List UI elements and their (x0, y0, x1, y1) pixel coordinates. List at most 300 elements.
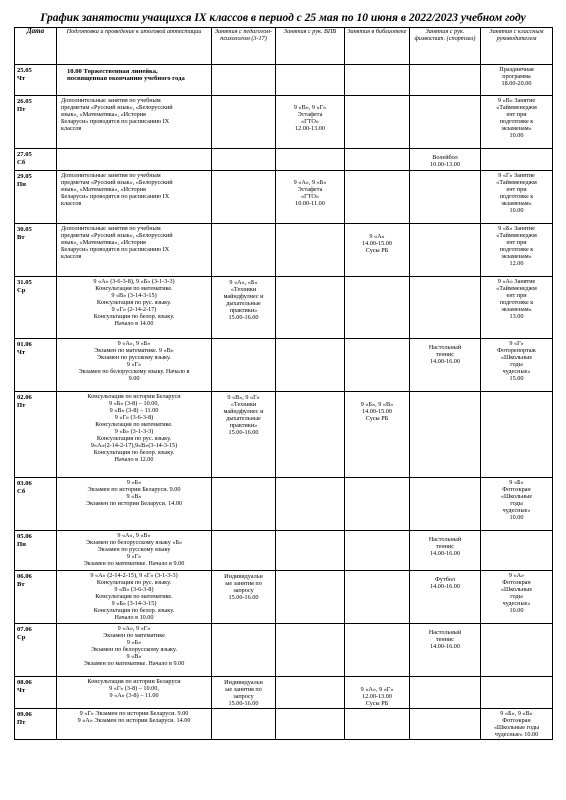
cell-text-line: Экзамен по математике. Начало в 9.00 (83, 660, 185, 668)
date-cell (15, 96, 57, 149)
date-cell (15, 478, 57, 531)
cell-text-line: 9 «А» (3-8) – 11.00 (109, 692, 159, 700)
cell-text-line: Беларуси» проводятся по расписанию IX (61, 246, 170, 254)
cell-text-line: Консультация по истории Беларуси (87, 678, 181, 685)
cell-text-line: Экзамен по белорусскому языку. (91, 646, 177, 654)
table-row (15, 149, 553, 171)
cell-text-line: Экзамен по русскому языку (97, 546, 171, 554)
attestation-cell (57, 277, 212, 339)
date-value: 27.05 (17, 151, 32, 158)
cell-text-line: 9 «А» (508, 572, 525, 579)
cell-text-line: дыхательные (226, 415, 261, 423)
cell-text-line: Беларуси» проводятся по расписанию IX (61, 118, 170, 126)
cell-text-line: 9 «Г» (3-6-3-8) (114, 414, 154, 422)
cell-text-line: подготовке к (499, 193, 534, 201)
cell-text-line: 14.00-16.00 (430, 583, 460, 591)
weekday-value: Сб (17, 159, 26, 166)
psychologist-cell (212, 571, 276, 624)
cell-text-line: майндфулнес и (223, 293, 264, 301)
cell-text-line: 9 «А», 9 «В» (117, 532, 151, 539)
library-cell (345, 277, 410, 339)
library-cell (345, 339, 410, 392)
cell-text-line: чудесные» (502, 368, 531, 376)
attestation-cell (57, 677, 212, 709)
class-teacher-cell (481, 392, 553, 478)
cell-text-line: 9 «А», 9 «Г» (117, 625, 151, 632)
class-teacher-cell (481, 624, 553, 677)
cell-text-line: 15.00-16.00 (228, 700, 259, 708)
cell-text-line: «Таймменеджм (496, 104, 537, 112)
cell-text-line: ент при (506, 239, 527, 247)
cell-text-line: 9 «А» (2-14-2-15), 9 «Г» (3-1-3-3) (90, 572, 178, 579)
weekday-value: Чт (17, 349, 26, 356)
class-teacher-cell (481, 478, 553, 531)
header-psychologist: Занятия с педагогом-психологом (3-17) (212, 28, 276, 65)
date-value: 06.06 (17, 573, 32, 580)
vpv-cell (276, 277, 345, 339)
class-teacher-cell (481, 96, 553, 149)
cell-text-line: Сусы РБ (365, 247, 389, 255)
cell-text-line: 9 «В» Занятие (497, 97, 536, 104)
table-row (15, 339, 553, 392)
vpv-cell (276, 677, 345, 709)
class-teacher-cell (481, 277, 553, 339)
cell-text-line: Начало в 12.00 (114, 456, 154, 464)
cell-text-line: Настольный (428, 536, 462, 543)
cell-text-line: 9 «Г» (126, 553, 142, 561)
table-row (15, 709, 553, 740)
psychologist-cell (212, 65, 276, 96)
vpv-cell (276, 709, 345, 740)
cell-text-line: Начало в 14.00 (114, 320, 154, 328)
date-value: 25.05 (17, 67, 32, 74)
cell-text-line: 9 «В», 9 «Г» (227, 394, 260, 401)
cell-text-line: 9 «Б», 9 «В» (500, 710, 533, 717)
cell-text-line: Волейбол (432, 154, 458, 161)
cell-text-line: теннис (435, 636, 455, 644)
library-cell (345, 149, 410, 171)
table-row (15, 96, 553, 149)
cell-text-line: экзаменам» (501, 200, 532, 208)
attestation-cell (57, 531, 212, 571)
cell-text-line: 9 «А», 9 «Б» (117, 340, 151, 347)
cell-text-line: ые занятия по (225, 580, 262, 588)
schedule-body (15, 65, 553, 740)
cell-text-line: 9 «В» (126, 653, 142, 661)
cell-text-line: язык», «Математика», «История (61, 111, 146, 119)
cell-text-line: 9 «Б» (3-8) – 10.00, (109, 400, 159, 408)
cell-text-line: 9 «Г» Экзамен по истории Беларуси. 9.00 (79, 710, 189, 717)
cell-text-line: Дополнительные занятия по учебным (61, 225, 161, 232)
cell-text-line: подготовке к (499, 118, 534, 126)
date-cell (15, 224, 57, 277)
attestation-cell (57, 339, 212, 392)
cell-text-line: 10.00-13.00 (430, 161, 460, 169)
cell-text-line: 14.00-16.00 (430, 643, 460, 651)
vpv-cell (276, 531, 345, 571)
sport-cell (410, 149, 481, 171)
cell-text-line: Начало в 10.00 (114, 614, 154, 622)
cell-text-line: 9 «Б» (509, 479, 524, 486)
cell-text-line: 14.00-15.00 (362, 408, 392, 416)
cell-text-line: предметам «Русский язык», «Белорусский (61, 104, 173, 112)
attestation-cell (57, 624, 212, 677)
cell-text-line: Экзамен по математике. Начало в 9.00 (83, 560, 185, 568)
library-cell (345, 624, 410, 677)
cell-text-line: классов (61, 200, 82, 208)
cell-text-line: экзаменам» (501, 253, 532, 261)
vpv-cell (276, 339, 345, 392)
cell-text-line: подготовке к (499, 299, 534, 307)
cell-text-line: Фотоэкран (502, 486, 531, 494)
psychologist-cell (212, 224, 276, 277)
cell-text-line: 9«А»(2-14-2-17),9«В»(3-14-3-15) (90, 442, 178, 450)
header-row (15, 28, 553, 65)
cell-text-line: 9 «В» (126, 493, 142, 501)
weekday-value: Пн (17, 181, 26, 188)
date-cell (15, 571, 57, 624)
class-teacher-cell (481, 149, 553, 171)
sport-cell (410, 96, 481, 149)
date-value: 08.06 (17, 679, 32, 686)
cell-text-line: Дополнительные занятия по учебным (61, 97, 161, 104)
cell-text-line: подготовке к (499, 246, 534, 254)
cell-text-line: Экзамен по белорусскому языку «Б» (85, 539, 183, 547)
cell-text-line: Консультация по рус. языку. (96, 435, 172, 443)
date-value: 03.06 (17, 480, 32, 487)
attestation-cell (57, 709, 212, 740)
cell-text-line: Консультация по математике. (95, 593, 173, 601)
cell-text-line: «Техники (230, 401, 257, 409)
attestation-cell (57, 171, 212, 224)
cell-text-line: Сусы РБ (365, 700, 389, 708)
library-cell (345, 478, 410, 531)
cell-text-line: 9 «Г» (2-14-2-17) (111, 306, 157, 314)
cell-text-line: Консультация по рус. языку. (96, 579, 172, 587)
header-library: Занятия в библиотеке (345, 28, 410, 65)
date-cell (15, 171, 57, 224)
class-teacher-cell (481, 339, 553, 392)
cell-text-line: Консультация по математике. (95, 421, 173, 429)
library-cell (345, 531, 410, 571)
cell-text-line: чудесные» 10.00 (494, 731, 539, 739)
cell-text-line: 15.00-16.00 (228, 594, 259, 602)
weekday-value: Сб (17, 488, 26, 495)
cell-text-line: 12.00 (509, 260, 524, 268)
psychologist-cell (212, 478, 276, 531)
sport-cell (410, 392, 481, 478)
cell-text-line: 9.00 (128, 375, 140, 383)
cell-text-line: 9 «А» (3-6-3-8), 9 «Б» (3-1-3-3) (93, 278, 175, 285)
cell-text-line: теннис (435, 543, 455, 551)
table-row (15, 171, 553, 224)
cell-text-line: «Техники (230, 286, 257, 294)
cell-text-line: Индивидуальн (224, 679, 263, 686)
psychologist-cell (212, 277, 276, 339)
psychologist-cell (212, 624, 276, 677)
library-cell (345, 709, 410, 740)
cell-text-line: предметам «Русский язык», «Белорусский (61, 179, 173, 187)
cell-text-line: чудесные» (502, 600, 531, 608)
library-cell (345, 571, 410, 624)
table-row (15, 277, 553, 339)
cell-text-line: классов (61, 125, 82, 133)
psychologist-cell (212, 392, 276, 478)
header-attestation: Подготовка и проведение к итоговой аттестации (57, 28, 212, 65)
cell-text-line: Эстафета (297, 111, 323, 119)
vpv-cell (276, 149, 345, 171)
date-value: 26.05 (17, 98, 32, 105)
vpv-cell (276, 96, 345, 149)
date-cell (15, 531, 57, 571)
cell-text-line: посвященная окончанию учебного года (67, 75, 185, 83)
attestation-cell (57, 478, 212, 531)
table-row (15, 224, 553, 277)
cell-text-line: «Таймменеджм (496, 285, 537, 293)
cell-text-line: Экзамен по математике (103, 632, 165, 640)
cell-text-line: 9 «Г» Занятие (498, 172, 535, 179)
date-cell (15, 149, 57, 171)
cell-text-line: 9 «Б» (126, 639, 142, 647)
date-value: 30.05 (17, 226, 32, 233)
cell-text-line: Экзамен по истории Беларуси. 9.00 (87, 486, 181, 494)
cell-text-line: Фоторепортаж (497, 347, 536, 355)
sport-cell (410, 571, 481, 624)
table-row (15, 571, 553, 624)
date-value: 09.06 (17, 711, 32, 718)
cell-text-line: 10.00 (509, 514, 524, 522)
cell-text-line: 9 «Б» (3-14-3-15) (111, 600, 157, 608)
date-value: 31.05 (17, 279, 32, 286)
sport-cell (410, 339, 481, 392)
date-value: 29.05 (17, 173, 32, 180)
psychologist-cell (212, 531, 276, 571)
attestation-cell (57, 65, 212, 96)
cell-text-line: Консультация по математике. (95, 285, 173, 293)
cell-text-line: Фотоэкран (502, 717, 531, 725)
cell-text-line: практики» (229, 307, 258, 315)
cell-text-line: практики» (229, 422, 258, 430)
cell-text-line: Фотоэкран (502, 579, 531, 587)
sport-cell (410, 531, 481, 571)
cell-text-line: 9 «Б» (126, 479, 142, 486)
class-teacher-cell (481, 531, 553, 571)
cell-text-line: 9 «А», «Б» (229, 279, 258, 286)
cell-text-line: программа (502, 73, 531, 81)
cell-text-line: 15.00-16.00 (228, 314, 259, 322)
class-teacher-cell (481, 224, 553, 277)
date-cell (15, 277, 57, 339)
vpv-cell (276, 65, 345, 96)
library-cell (345, 224, 410, 277)
cell-text-line: Консультация по белор. языку. (93, 607, 175, 615)
cell-text-line: Консультация по белор. языку. (93, 449, 175, 457)
vpv-cell (276, 392, 345, 478)
cell-text-line: 10.00 (509, 607, 524, 615)
date-cell (15, 624, 57, 677)
cell-text-line: 9 «А» Занятие (497, 278, 536, 285)
cell-text-line: классов (61, 253, 82, 261)
cell-text-line: 9 «А», 9 «Б» (293, 179, 327, 186)
weekday-value: Чт (17, 75, 26, 82)
cell-text-line: «ГТО» (301, 118, 319, 126)
date-value: 01.06 (17, 341, 32, 348)
attestation-cell (57, 96, 212, 149)
date-cell (15, 677, 57, 709)
cell-text-line: Настольный (428, 629, 462, 636)
table-row (15, 624, 553, 677)
cell-text-line: экзаменам» (501, 306, 532, 314)
cell-text-line: 9 «Г» (509, 340, 524, 347)
date-value: 07.06 (17, 626, 32, 633)
table-row (15, 478, 553, 531)
cell-text-line: Праздничная (499, 66, 534, 73)
cell-text-line: 14.00-15.00 (362, 240, 392, 248)
psychologist-cell (212, 709, 276, 740)
vpv-cell (276, 478, 345, 531)
cell-text-line: 9 «Г» (3-8) – 10.00, (109, 685, 159, 693)
cell-text-line: 10.00 (509, 132, 524, 140)
cell-text-line: 10.00 Торжественная линейка, (67, 68, 158, 75)
header-class-teacher: Занятия с классным руководителем (481, 28, 553, 65)
date-cell (15, 339, 57, 392)
library-cell (345, 677, 410, 709)
weekday-value: Пн (17, 541, 26, 548)
cell-text-line: Индивидуальн (224, 573, 263, 580)
vpv-cell (276, 571, 345, 624)
cell-text-line: 14.00-16.00 (430, 550, 460, 558)
attestation-cell (57, 571, 212, 624)
cell-text-line: Консультация по белор. языку. (93, 313, 175, 321)
table-row (15, 65, 553, 96)
cell-text-line: Футбол (435, 576, 455, 583)
class-teacher-cell (481, 571, 553, 624)
cell-text-line: Консультация по рус. языку. (96, 299, 172, 307)
weekday-value: Вт (17, 581, 25, 588)
cell-text-line: Консультация по истории Беларуси (87, 393, 181, 400)
cell-text-line: «Таймменеджм (496, 179, 537, 187)
cell-text-line: годы (510, 500, 523, 508)
cell-text-line: 18.00-20.00 (501, 80, 532, 88)
class-teacher-cell (481, 65, 553, 96)
cell-text-line: язык», «Математика», «История (61, 186, 146, 194)
cell-text-line: 15.00 (509, 375, 524, 383)
date-cell (15, 709, 57, 740)
cell-text-line: 9 «А» Экзамен по истории Беларуси. 14.00 (77, 717, 191, 725)
attestation-cell (57, 224, 212, 277)
cell-text-line: экзаменам» (501, 125, 532, 133)
vpv-cell (276, 624, 345, 677)
sport-cell (410, 709, 481, 740)
class-teacher-cell (481, 171, 553, 224)
sport-cell (410, 65, 481, 96)
weekday-value: Вт (17, 234, 25, 241)
psychologist-cell (212, 171, 276, 224)
cell-text-line: «Школьные (500, 493, 533, 501)
cell-text-line: ент при (506, 292, 527, 300)
document-title: График занятости учащихся IX классов в период с 25 мая по 10 июня в 2022/2023 учебном году (40, 12, 526, 24)
cell-text-line: «Таймменеджм (496, 232, 537, 240)
table-row (15, 531, 553, 571)
cell-text-line: Экзамен по математике. 9 «В» (94, 347, 174, 355)
cell-text-line: ент при (506, 111, 527, 119)
cell-text-line: 9 «Б» Занятие (498, 225, 535, 232)
cell-text-line: годы (510, 361, 523, 369)
cell-text-line: Настольный (428, 344, 462, 351)
library-cell (345, 392, 410, 478)
cell-text-line: 9 «Б», 9 «В» (360, 401, 394, 408)
psychologist-cell (212, 149, 276, 171)
cell-text-line: 10.00 (509, 207, 524, 215)
cell-text-line: язык», «Математика», «История (61, 239, 146, 247)
cell-text-line: 9 «В» (3-8) – 11.00 (109, 407, 159, 415)
cell-text-line: годы (510, 593, 523, 601)
cell-text-line: Дополнительные занятия по учебным (61, 172, 161, 179)
cell-text-line: дыхательные (226, 300, 261, 308)
cell-text-line: Экзамен по русскому языку. (97, 354, 171, 362)
psychologist-cell (212, 96, 276, 149)
schedule-table (14, 27, 553, 740)
psychologist-cell (212, 677, 276, 709)
cell-text-line: «Школьные (500, 354, 533, 362)
cell-text-line: ент при (506, 186, 527, 194)
cell-text-line: запросу (233, 587, 254, 595)
cell-text-line: 9 «В», 9 «Г» (293, 104, 327, 111)
cell-text-line: Беларуси» проводятся по расписанию IX (61, 193, 170, 201)
cell-text-line: 14.00-16.00 (430, 358, 460, 366)
cell-text-line: 9 «Б» (3-1-3-3) (114, 428, 154, 436)
weekday-value: Пт (17, 719, 26, 726)
weekday-value: Ср (17, 634, 26, 641)
cell-text-line: 9 «А» (369, 233, 385, 240)
cell-text-line: Экзамен по истории Беларуси. 14.00 (85, 500, 183, 508)
vpv-cell (276, 224, 345, 277)
cell-text-line: 13.00 (509, 313, 524, 321)
cell-text-line: «Школьные (500, 586, 533, 594)
weekday-value: Пт (17, 402, 26, 409)
sport-cell (410, 478, 481, 531)
cell-text-line: 10.00-11.00 (295, 200, 325, 208)
sport-cell (410, 171, 481, 224)
vpv-cell (276, 171, 345, 224)
attestation-cell (57, 392, 212, 478)
cell-text-line: Сусы РБ (365, 415, 389, 423)
cell-text-line: «Школьные годы (493, 724, 540, 732)
date-cell (15, 65, 57, 96)
date-value: 02.06 (17, 394, 32, 401)
weekday-value: Ср (17, 287, 26, 294)
attestation-cell (57, 149, 212, 171)
psychologist-cell (212, 339, 276, 392)
cell-text-line: ые занятия по (225, 686, 262, 694)
sport-cell (410, 277, 481, 339)
cell-text-line: 9 «В» (3-14-3-15) (111, 292, 157, 300)
cell-text-line: «ГТО» (301, 193, 319, 201)
class-teacher-cell (481, 677, 553, 709)
cell-text-line: 9 «В» (3-6-3-8) (114, 586, 154, 594)
date-cell (15, 392, 57, 478)
library-cell (345, 171, 410, 224)
library-cell (345, 65, 410, 96)
sport-cell (410, 677, 481, 709)
cell-text-line: 9 «А», 9 «Г» (360, 686, 394, 693)
cell-text-line: Эстафета (297, 186, 323, 194)
table-row (15, 677, 553, 709)
cell-text-line: 12.00-13.00 (295, 125, 325, 133)
weekday-value: Пт (17, 106, 26, 113)
sport-cell (410, 224, 481, 277)
header-sport: Занятия с рук. физвоспит. (спортзал) (410, 28, 481, 65)
